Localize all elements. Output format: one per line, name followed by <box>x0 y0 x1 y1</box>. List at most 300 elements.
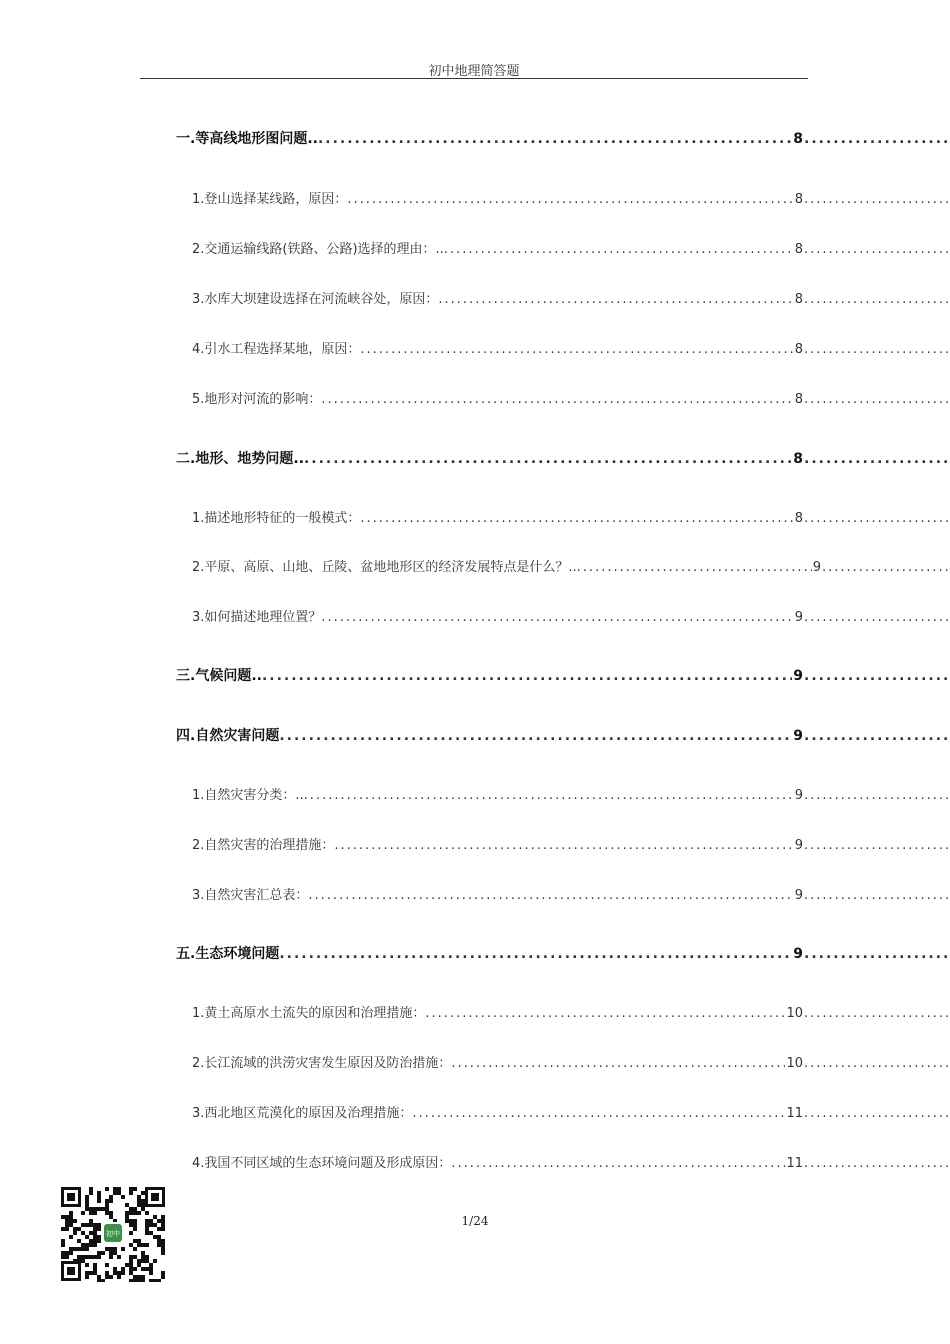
qr-module <box>145 1231 149 1235</box>
qr-module <box>113 1187 117 1191</box>
qr-module <box>93 1235 97 1239</box>
qr-module <box>133 1207 137 1211</box>
qr-module <box>65 1255 69 1259</box>
qr-module <box>121 1195 125 1199</box>
qr-module <box>137 1275 141 1279</box>
toc-subsection-entry[interactable] <box>192 606 950 628</box>
qr-module <box>89 1191 93 1195</box>
toc-entry-title: 四.自然灾害问题 <box>176 728 280 744</box>
qr-module <box>93 1227 97 1231</box>
qr-module <box>93 1271 97 1275</box>
qr-module <box>89 1239 93 1243</box>
qr-finder-bottom-left <box>61 1261 81 1281</box>
qr-module <box>73 1227 77 1231</box>
toc-page-number: 8 <box>794 242 803 257</box>
qr-module <box>121 1247 125 1251</box>
qr-module <box>141 1191 145 1195</box>
toc-subsection-entry[interactable] <box>192 556 950 578</box>
qr-module <box>81 1255 85 1259</box>
qr-module <box>145 1267 149 1271</box>
qr-module <box>149 1219 153 1223</box>
qr-module <box>109 1255 113 1259</box>
qr-module <box>125 1211 129 1215</box>
qr-module <box>85 1203 89 1207</box>
qr-module <box>129 1263 133 1267</box>
toc-trailing-dots <box>804 131 950 147</box>
qr-module <box>101 1279 105 1282</box>
toc-page-number: 8 <box>793 451 803 467</box>
toc-entry-title: 1.描述地形特征的一般模式： <box>192 511 361 526</box>
qr-module <box>137 1263 141 1267</box>
toc-entry-title: 1.黄土高原水土流失的原因和治理措施： <box>192 1006 426 1021</box>
toc-dot-leader <box>444 242 794 257</box>
qr-module <box>161 1251 165 1255</box>
qr-module <box>145 1223 149 1227</box>
qr-module <box>129 1271 133 1275</box>
qr-module <box>81 1211 85 1215</box>
toc-dot-leader <box>279 946 792 962</box>
qr-module <box>157 1279 161 1282</box>
qr-module <box>137 1195 141 1199</box>
qr-module <box>105 1211 109 1215</box>
qr-module <box>89 1187 93 1191</box>
toc-page-number: 8 <box>794 392 803 407</box>
qr-module <box>133 1219 137 1223</box>
qr-module <box>125 1263 129 1267</box>
toc-trailing-dots <box>804 728 950 744</box>
qr-module <box>161 1223 165 1227</box>
qr-module <box>69 1251 73 1255</box>
qr-module <box>85 1223 89 1227</box>
qr-module <box>129 1267 133 1271</box>
qr-module <box>129 1223 133 1227</box>
qr-module <box>113 1251 117 1255</box>
qr-module <box>97 1191 101 1195</box>
toc-dot-leader <box>577 560 812 575</box>
toc-page-number: 9 <box>794 610 803 625</box>
qr-module <box>113 1267 117 1271</box>
qr-module <box>85 1263 89 1267</box>
qr-module <box>61 1227 65 1231</box>
qr-module <box>105 1263 109 1267</box>
toc-dot-leader <box>438 292 793 307</box>
qr-module <box>73 1231 77 1235</box>
toc-trailing-dots <box>804 451 950 467</box>
qr-module <box>69 1247 73 1251</box>
toc-dot-leader <box>451 1056 785 1071</box>
qr-module <box>113 1247 117 1251</box>
toc-entry-title: 3.水库大坝建设选择在河流峡谷处，原因： <box>192 292 439 307</box>
qr-module <box>93 1211 97 1215</box>
qr-module <box>153 1259 157 1263</box>
qr-module <box>61 1215 65 1219</box>
toc-trailing-dots <box>804 1156 950 1171</box>
page-number: 1/24 <box>461 1214 489 1228</box>
qr-code-image <box>60 1186 166 1282</box>
toc-entry-title: 1.登山选择某线路，原因： <box>192 192 348 207</box>
toc-dot-leader <box>304 451 792 467</box>
qr-module <box>65 1227 69 1231</box>
qr-module <box>65 1219 69 1223</box>
qr-module <box>93 1243 97 1247</box>
qr-module <box>117 1271 121 1275</box>
toc-dot-leader <box>262 668 792 684</box>
qr-module <box>105 1275 109 1279</box>
qr-module <box>161 1215 165 1219</box>
qr-module <box>133 1211 137 1215</box>
qr-module <box>129 1207 133 1211</box>
qr-module <box>133 1187 137 1191</box>
qr-module <box>89 1271 93 1275</box>
qr-module <box>61 1251 65 1255</box>
qr-module <box>137 1239 141 1243</box>
qr-module <box>117 1255 121 1259</box>
qr-module <box>153 1235 157 1239</box>
qr-module <box>93 1267 97 1271</box>
qr-module <box>105 1271 109 1275</box>
toc-page-number: 8 <box>794 511 803 526</box>
qr-module <box>81 1223 85 1227</box>
toc-subsection-entry[interactable] <box>192 507 950 529</box>
qr-module <box>145 1211 149 1215</box>
qr-module <box>129 1191 133 1195</box>
qr-module <box>129 1211 133 1215</box>
qr-module <box>113 1191 117 1195</box>
toc-page-number: 10 <box>786 1056 803 1071</box>
qr-module <box>117 1191 121 1195</box>
qr-module <box>133 1279 137 1282</box>
qr-module <box>161 1275 165 1279</box>
qr-module <box>133 1223 137 1227</box>
toc-trailing-dots <box>804 192 950 207</box>
qr-module <box>105 1203 109 1207</box>
page-header-title: 初中地理简答题 <box>428 64 520 79</box>
qr-module <box>149 1263 153 1267</box>
toc-dot-leader <box>412 1106 785 1121</box>
toc-subsection-entry[interactable] <box>192 1102 950 1124</box>
qr-module <box>89 1219 93 1223</box>
toc-subsection-entry[interactable] <box>192 288 950 310</box>
qr-module <box>69 1211 73 1215</box>
toc-dot-leader <box>318 131 792 147</box>
qr-module <box>73 1247 77 1251</box>
toc-page-number: 9 <box>794 838 803 853</box>
qr-center-logo-text: 初中 <box>106 1230 120 1238</box>
qr-module <box>65 1215 69 1219</box>
qr-module <box>141 1259 145 1263</box>
toc-trailing-dots <box>804 342 950 357</box>
qr-module <box>97 1255 101 1259</box>
qr-module <box>105 1207 109 1211</box>
qr-module <box>141 1199 145 1203</box>
qr-module <box>157 1235 161 1239</box>
toc-entry-title: 2.平原、高原、山地、丘陵、盆地地形区的经济发展特点是什么？.. <box>192 560 577 575</box>
qr-module <box>109 1215 113 1219</box>
toc-subsection-entry[interactable] <box>192 188 950 210</box>
qr-module <box>85 1195 89 1199</box>
qr-module <box>89 1231 93 1235</box>
toc-page-number: 11 <box>786 1106 803 1121</box>
toc-entry-title: 三.气候问题.. <box>176 668 262 684</box>
toc-trailing-dots <box>804 668 950 684</box>
qr-module <box>93 1207 97 1211</box>
toc-trailing-dots <box>804 1006 950 1021</box>
toc-dot-leader <box>279 728 792 744</box>
toc-dot-leader <box>308 888 793 903</box>
qr-module <box>85 1235 89 1239</box>
qr-module <box>93 1231 97 1235</box>
qr-module <box>125 1203 129 1207</box>
qr-module <box>69 1219 73 1223</box>
toc-page-number: 8 <box>794 192 803 207</box>
qr-module <box>65 1223 69 1227</box>
qr-module <box>161 1227 165 1231</box>
qr-module <box>149 1223 153 1227</box>
qr-module <box>109 1195 113 1199</box>
qr-module <box>97 1251 101 1255</box>
qr-module <box>93 1255 97 1259</box>
qr-module <box>109 1199 113 1203</box>
qr-module <box>61 1243 65 1247</box>
qr-module <box>77 1227 81 1231</box>
toc-subsection-entry[interactable] <box>192 388 950 410</box>
qr-module <box>153 1223 157 1227</box>
toc-subsection-entry[interactable] <box>192 834 950 856</box>
qr-module <box>133 1275 137 1279</box>
qr-module <box>89 1207 93 1211</box>
qr-module <box>85 1271 89 1275</box>
qr-module <box>125 1215 129 1219</box>
qr-module <box>81 1231 85 1235</box>
qr-module <box>93 1223 97 1227</box>
header-divider <box>140 78 808 79</box>
toc-page-number: 11 <box>786 1156 803 1171</box>
qr-module <box>137 1199 141 1203</box>
toc-dot-leader <box>451 1156 785 1171</box>
qr-module <box>161 1243 165 1247</box>
qr-module <box>149 1267 153 1271</box>
toc-trailing-dots <box>804 1106 950 1121</box>
qr-module <box>141 1203 145 1207</box>
qr-module <box>69 1223 73 1227</box>
toc-entry-title: 5.地形对河流的影响： <box>192 392 322 407</box>
qr-module <box>141 1243 145 1247</box>
toc-dot-leader <box>360 342 793 357</box>
toc-trailing-dots <box>822 560 950 575</box>
toc-page-number: 8 <box>794 342 803 357</box>
qr-module <box>89 1211 93 1215</box>
toc-page-number: 9 <box>812 560 821 575</box>
qr-module <box>125 1219 129 1223</box>
toc-subsection-entry[interactable] <box>192 1002 950 1024</box>
toc-dot-leader <box>321 610 793 625</box>
qr-module <box>113 1271 117 1275</box>
qr-module <box>149 1271 153 1275</box>
toc-page-number: 8 <box>793 131 803 147</box>
qr-module <box>129 1243 133 1247</box>
qr-module <box>109 1247 113 1251</box>
qr-module <box>109 1275 113 1279</box>
qr-module <box>157 1227 161 1231</box>
toc-section-entry[interactable] <box>176 128 950 150</box>
qr-module <box>141 1267 145 1271</box>
qr-module <box>101 1207 105 1211</box>
qr-module <box>81 1247 85 1251</box>
qr-module <box>133 1255 137 1259</box>
toc-entry-title: 4.我国不同区域的生态环境问题及形成原因： <box>192 1156 452 1171</box>
qr-module <box>137 1279 141 1282</box>
qr-module <box>121 1267 125 1271</box>
qr-module <box>105 1247 109 1251</box>
qr-module <box>85 1199 89 1203</box>
qr-module <box>73 1219 77 1223</box>
qr-module <box>85 1275 89 1279</box>
qr-module <box>89 1243 93 1247</box>
qr-module <box>85 1247 89 1251</box>
qr-module <box>105 1199 109 1203</box>
qr-module <box>141 1251 145 1255</box>
toc-trailing-dots <box>804 292 950 307</box>
toc-page-number: 9 <box>794 888 803 903</box>
toc-subsection-entry[interactable] <box>192 784 950 806</box>
qr-module <box>97 1279 101 1282</box>
qr-module <box>141 1275 145 1279</box>
qr-module <box>157 1243 161 1247</box>
toc-dot-leader <box>347 192 793 207</box>
toc-subsection-entry[interactable] <box>192 1152 950 1174</box>
toc-entry-title: 2.自然灾害的治理措施： <box>192 838 335 853</box>
toc-entry-title: 一.等高线地形图问题.. <box>176 131 318 147</box>
qr-module <box>89 1223 93 1227</box>
qr-module <box>101 1251 105 1255</box>
qr-finder-top-right <box>145 1187 165 1207</box>
qr-finder-top-left <box>61 1187 81 1207</box>
qr-module <box>85 1243 89 1247</box>
toc-trailing-dots <box>804 242 950 257</box>
toc-section-entry[interactable] <box>176 725 950 747</box>
qr-module <box>121 1271 125 1275</box>
qr-module <box>161 1271 165 1275</box>
qr-module <box>133 1267 137 1271</box>
qr-module <box>145 1227 149 1231</box>
qr-module <box>149 1279 153 1282</box>
toc-entry-title: 3.自然灾害汇总表： <box>192 888 309 903</box>
toc-entry-title: 3.西北地区荒漠化的原因及治理措施： <box>192 1106 413 1121</box>
toc-trailing-dots <box>804 946 950 962</box>
toc-trailing-dots <box>804 888 950 903</box>
toc-subsection-entry[interactable] <box>192 1052 950 1074</box>
qr-module <box>157 1239 161 1243</box>
toc-trailing-dots <box>804 511 950 526</box>
toc-page-number: 8 <box>794 292 803 307</box>
qr-module <box>117 1187 121 1191</box>
qr-module <box>129 1219 133 1223</box>
toc-dot-leader <box>304 788 794 803</box>
qr-module <box>153 1215 157 1219</box>
qr-module <box>97 1195 101 1199</box>
qr-module <box>109 1211 113 1215</box>
toc-trailing-dots <box>804 392 950 407</box>
toc-trailing-dots <box>804 838 950 853</box>
toc-subsection-entry[interactable] <box>192 884 950 906</box>
toc-section-entry[interactable] <box>176 665 950 687</box>
toc-entry-title: 二.地形、地势问题.. <box>176 451 304 467</box>
qr-module <box>105 1187 109 1191</box>
toc-section-entry[interactable] <box>176 448 950 470</box>
toc-page-number: 9 <box>793 668 803 684</box>
qr-module <box>77 1255 81 1259</box>
toc-page-number: 9 <box>794 788 803 803</box>
qr-module <box>137 1243 141 1247</box>
qr-module <box>69 1235 73 1239</box>
qr-module <box>161 1239 165 1243</box>
qr-module <box>85 1255 89 1259</box>
qr-module <box>145 1259 149 1263</box>
toc-page-number: 9 <box>793 728 803 744</box>
qr-module <box>97 1239 101 1243</box>
qr-module <box>97 1199 101 1203</box>
qr-module <box>85 1207 89 1211</box>
qr-module <box>77 1239 81 1243</box>
qr-module <box>97 1275 101 1279</box>
qr-module <box>161 1247 165 1251</box>
toc-subsection-entry[interactable] <box>192 238 950 260</box>
qr-module <box>129 1231 133 1235</box>
toc-dot-leader <box>334 838 793 853</box>
qr-module <box>129 1279 133 1282</box>
qr-module <box>153 1279 157 1282</box>
qr-module <box>145 1243 149 1247</box>
toc-entry-title: 2.长江流域的洪涝灾害发生原因及防治措施： <box>192 1056 452 1071</box>
toc-trailing-dots <box>804 788 950 803</box>
toc-page-number: 9 <box>793 946 803 962</box>
qr-module <box>93 1263 97 1267</box>
toc-trailing-dots <box>804 1056 950 1071</box>
toc-entry-title: 4.引水工程选择某地，原因： <box>192 342 361 357</box>
qr-module <box>137 1203 141 1207</box>
toc-entry-title: 3.如何描述地理位置？ <box>192 610 322 625</box>
qr-module <box>97 1235 101 1239</box>
qr-module <box>61 1239 65 1243</box>
toc-page-number: 10 <box>786 1006 803 1021</box>
qr-module <box>129 1259 133 1263</box>
qr-module <box>93 1239 97 1243</box>
qr-module <box>65 1251 69 1255</box>
qr-module <box>133 1227 137 1231</box>
qr-module <box>145 1255 149 1259</box>
qr-module <box>97 1227 101 1231</box>
toc-entry-title: 2.交通运输线路(铁路、公路)选择的理由：.. <box>192 242 444 257</box>
qr-module <box>69 1215 73 1219</box>
qr-module <box>141 1207 145 1211</box>
qr-module <box>137 1211 141 1215</box>
qr-module <box>81 1259 85 1263</box>
qr-module <box>133 1239 137 1243</box>
qr-module <box>145 1219 149 1223</box>
toc-section-entry[interactable] <box>176 943 950 965</box>
qr-module <box>137 1259 141 1263</box>
qr-module <box>141 1279 145 1282</box>
toc-subsection-entry[interactable] <box>192 338 950 360</box>
qr-module <box>133 1247 137 1251</box>
qr-module <box>129 1187 133 1191</box>
toc-entry-title: 1.自然灾害分类：.. <box>192 788 304 803</box>
qr-module <box>89 1255 93 1259</box>
qr-module <box>77 1247 81 1251</box>
qr-module <box>61 1255 65 1259</box>
qr-module <box>97 1207 101 1211</box>
qr-module <box>141 1255 145 1259</box>
